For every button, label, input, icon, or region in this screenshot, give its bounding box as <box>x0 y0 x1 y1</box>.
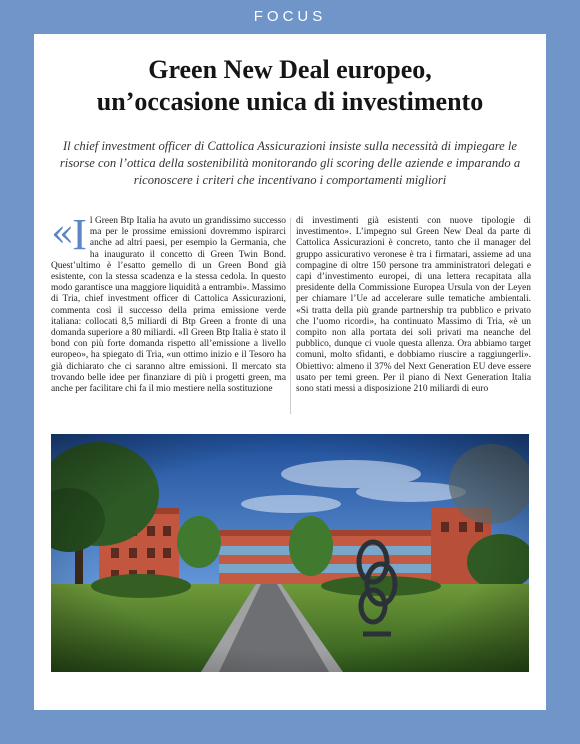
headline-line-1: Green New Deal europeo, <box>148 55 432 84</box>
campus-photo <box>51 434 529 672</box>
column-divider <box>290 218 291 414</box>
standfirst: Il chief investment officer di Cattolica Assicurazioni insiste sulla necessità di impiegare le risorse con l’ottica della sostenibilità monitorando gli scoring delle aziende e imparando a riconoscere i criteri che incentivano i comportamenti migliori <box>59 139 521 187</box>
article-page <box>34 34 546 710</box>
section-label: FOCUS <box>253 8 327 25</box>
drop-cap-letter: I <box>72 210 87 259</box>
body-column-1-text: l Green Btp Italia ha avuto un grandissimo successo ma per le prossime emissioni dovremmo ispirarci anche ad altri paesi, per esempio la Germania, che ha inaugurato il concetto di Green Twin Bond. Quest’ultimo è l’esatto gemello di un Green Bond già esistente, con la stessa scadenza e la stessa cedola. In questo modo garantisce una maggiore liquidità a entrambi». Massimo di Tria, chief investment officer di Cattolica Assicurazioni, commenta così il successo della prima emissione verde italiana: collocati 8,5 miliardi di Btp Green a fronte di una domanda superiore a 80 miliardi. «Il Green Btp Italia è stato il bond con più forte domanda rispetto all’emissione a livello europeo», ha spiegato di Tria, «un ottimo inizio e il Tesoro ha già dichiarato che ci saranno altre emissioni. Il mercato sta trovando belle idee per finanziare di più i progetti green, ma anche per facilitare chi fa il mio mestiere nella sostituzione <box>51 216 286 395</box>
body-column-2: di investimenti già esistenti con nuove tipologie di investimento». L’impegno sul Green New Deal da parte di Cattolica Assicurazioni è concreto, tanto che il manager del gruppo assicurativo veronese è tra i firmatari, assieme ad una compagine di oltre 150 persone tra amministratori delegati e capi d’investimento europei, di una lettera recapitata alla presidente della Commissione Europea Ursula von der Leyen per chiamare l’Ue ad accelerare sulle tematiche ambientali. «Si tratta della più grande partnership tra pubblico e privato che l’uomo ricordi», ha continuato Massimo di Tria, «è un compito non alla portata dei soli privati ma neanche del pubblico, dunque ci vuole questa allenza. Ora abbiamo target comuni, molto sfidanti, e dobbiamo riuscire a raggiungerli». Obiettivo: almeno il 37% del Next Generation EU deve essere usato per temi green. Per il piano di Next Generation Italia sono stati messi a disposizione 210 miliardi di euro <box>296 216 531 395</box>
body-column-1 <box>51 210 286 395</box>
headline <box>34 54 546 118</box>
photo-vignette <box>51 434 529 672</box>
campus-photo-illustration <box>51 434 529 672</box>
headline-line-2: un’occasione unica di investimento <box>96 87 484 116</box>
opening-quote-mark: « <box>51 211 75 255</box>
drop-cap <box>51 210 87 259</box>
